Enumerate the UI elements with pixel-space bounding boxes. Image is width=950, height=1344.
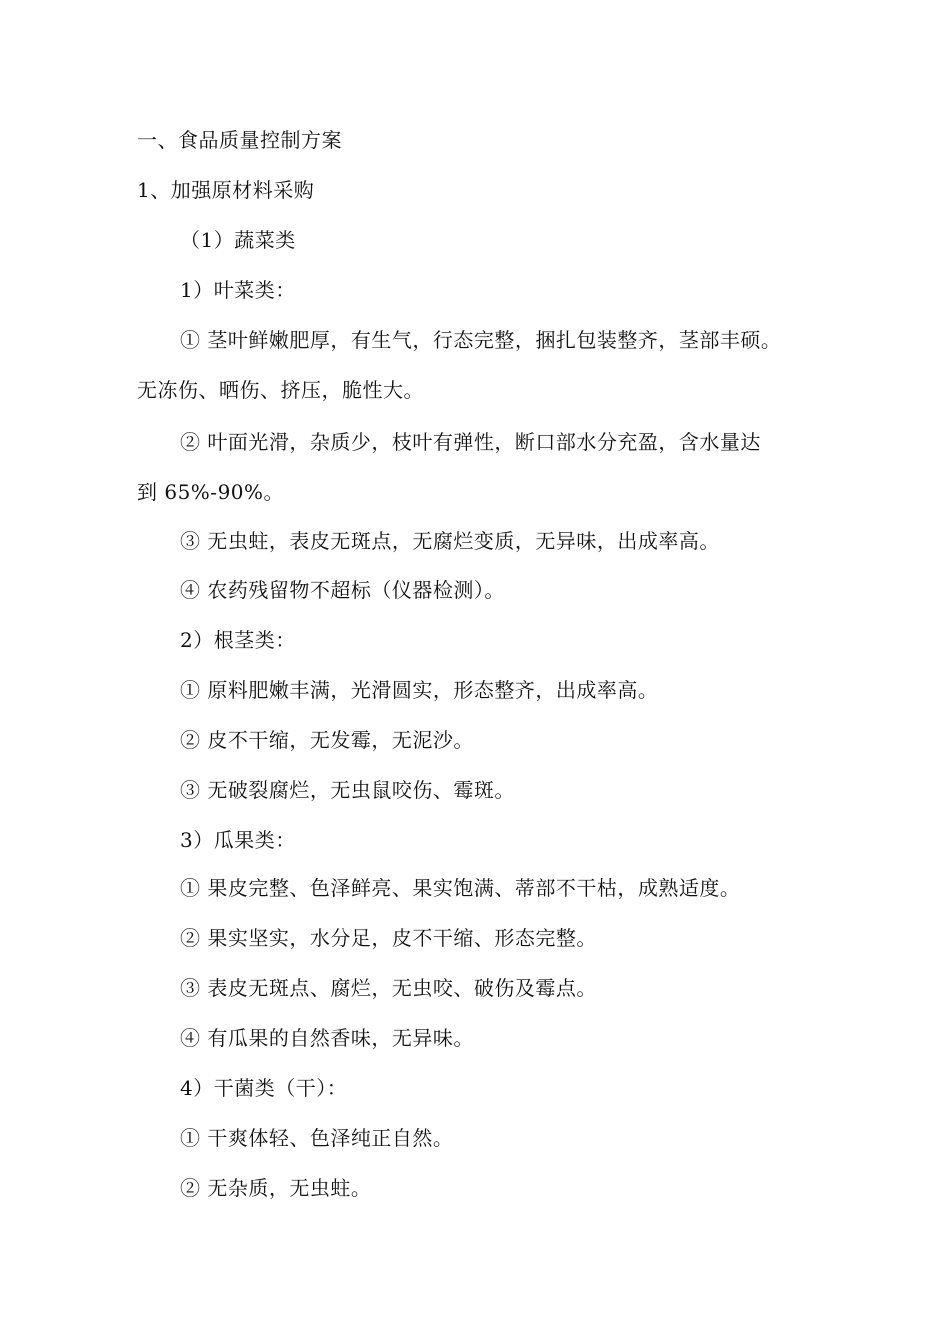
root-item-2: ② 皮不干缩，无发霉，无泥沙。 [180, 728, 474, 752]
melon-fruit-item-1: ① 果皮完整、色泽鲜亮、果实饱满、蒂部不干枯，成熟适度。 [180, 876, 741, 900]
leafy-item-3: ③ 无虫蛀，表皮无斑点，无腐烂变质，无异味，出成率高。 [180, 529, 720, 553]
leafy-heading: 1）叶菜类： [180, 278, 296, 302]
subsection-title: 1、加强原材料采购 [137, 178, 315, 202]
dried-fungi-item-1: ① 干爽体轻、色泽纯正自然。 [180, 1126, 454, 1150]
vegetables-heading: （1）蔬菜类 [180, 228, 296, 252]
section-title: 一、食品质量控制方案 [137, 128, 342, 152]
melon-fruit-item-4: ④ 有瓜果的自然香味，无异味。 [180, 1026, 474, 1050]
leafy-item-2-line-1: ② 叶面光滑，杂质少，枝叶有弹性，断口部水分充盈，含水量达 [180, 430, 761, 454]
leafy-item-1-line-1: ① 茎叶鲜嫩肥厚，有生气，行态完整，捆扎包装整齐，茎部丰硕。 [180, 328, 782, 352]
melon-fruit-item-2: ② 果实坚实，水分足，皮不干缩、形态完整。 [180, 926, 597, 950]
leafy-item-1-line-2: 无冻伤、晒伤、挤压，脆性大。 [137, 378, 424, 402]
leafy-item-2-line-2: 到 65%-90%。 [137, 480, 285, 504]
melon-fruit-heading: 3）瓜果类： [180, 828, 296, 852]
leafy-item-4: ④ 农药残留物不超标（仪器检测）。 [180, 578, 505, 602]
root-item-1: ① 原料肥嫩丰满，光滑圆实，形态整齐，出成率高。 [180, 678, 659, 702]
dried-fungi-item-2: ② 无杂质，无虫蛀。 [180, 1176, 372, 1200]
dried-fungi-heading: 4）干菌类（干）： [180, 1076, 348, 1100]
melon-fruit-item-3: ③ 表皮无斑点、腐烂，无虫咬、破伤及霉点。 [180, 976, 597, 1000]
root-heading: 2）根茎类： [180, 628, 296, 652]
root-item-3: ③ 无破裂腐烂，无虫鼠咬伤、霉斑。 [180, 778, 515, 802]
